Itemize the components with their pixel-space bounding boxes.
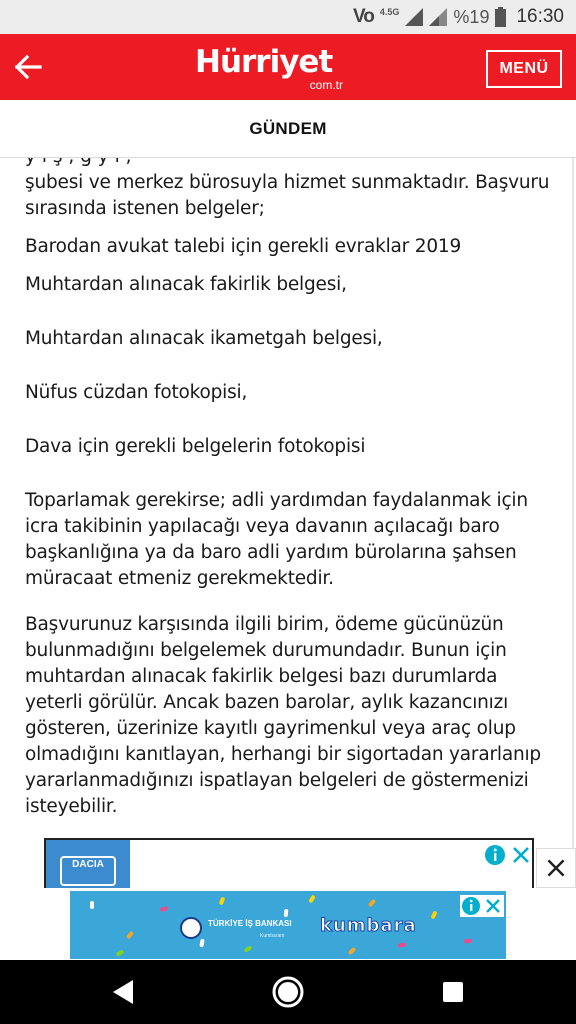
volte-indicator: Vo	[353, 6, 374, 27]
android-nav-bar	[0, 960, 576, 1024]
close-ad-icon[interactable]	[536, 848, 576, 888]
dacia-logo: DACIA	[60, 856, 116, 886]
article-paragraph	[25, 272, 560, 298]
paragraph-line: şubesi ve merkez bürosuyla hizmet sunmaktadır. Başvuru	[25, 172, 550, 193]
article-paragraph	[25, 234, 560, 260]
confetti-shape	[464, 939, 472, 944]
confetti-shape	[160, 906, 169, 912]
article-paragraph	[25, 488, 560, 592]
bank-name: TÜRKİYE İŞ BANKASI	[208, 919, 292, 928]
article-paragraph	[25, 170, 560, 222]
hurriyet-logo[interactable]	[195, 44, 355, 94]
confetti-shape	[126, 931, 134, 940]
paragraph-line: Başvurunuz karşısında ilgili birim, ödeme gücünüzün	[25, 614, 504, 635]
bank-subtitle: Kumbaram	[260, 933, 285, 939]
battery-percentage: %19	[453, 6, 490, 27]
paragraph-line: Muhtardan alınacak ikametgah belgesi,	[25, 328, 383, 349]
confetti-shape	[308, 895, 316, 904]
paragraph-line: Dava için gerekli belgelerin fotokopisi	[25, 436, 366, 457]
close-icon[interactable]	[482, 895, 504, 917]
logo-text: Hürriyet	[195, 44, 333, 80]
article-paragraph	[25, 326, 560, 352]
confetti-shape	[430, 911, 437, 920]
section-bar	[0, 100, 576, 158]
square-recents-icon[interactable]	[433, 972, 473, 1012]
close-icon[interactable]	[510, 844, 532, 866]
confetti-shape	[398, 942, 407, 947]
article-paragraph	[25, 434, 560, 460]
paragraph-line: muhtardan alınacak fakirlik belgesi bazı durumlarda	[25, 666, 498, 687]
battery-icon	[495, 7, 506, 27]
bottom-banner-ad	[0, 888, 576, 960]
paragraph-line: müracaat etmeniz gerekmektedir.	[25, 568, 334, 589]
info-icon[interactable]	[460, 895, 482, 917]
confetti-shape	[348, 947, 357, 955]
confetti-shape	[90, 901, 94, 909]
logo-domain: com.tr	[309, 78, 343, 92]
paragraph-line: gösteren, üzerinize kayıtlı gayrimenkul veya araç olup	[25, 718, 516, 739]
bank-logo-icon	[180, 917, 202, 939]
clock: 16:30	[516, 6, 564, 27]
confetti-shape	[219, 897, 226, 906]
confetti-shape	[244, 945, 253, 953]
scrollbar[interactable]	[570, 158, 576, 888]
signal-icon	[405, 8, 423, 26]
paragraph-line: Muhtardan alınacak fakirlik belgesi,	[25, 274, 347, 295]
paragraph-line: Toparlamak gerekirse; adli yardımdan faydalanmak için	[25, 490, 528, 511]
paragraph-line: sırasında istenen belgeler;	[25, 198, 265, 219]
article-body[interactable]	[0, 158, 576, 888]
circle-home-icon[interactable]	[268, 972, 308, 1012]
paragraph-line: Nüfus cüzdan fotokopisi,	[25, 382, 248, 403]
app-header	[0, 34, 576, 100]
article-paragraph	[25, 612, 560, 820]
paragraph-line: olmadığını kanıtlayan, herhangi bir sigortadan yararlanıp	[25, 744, 541, 765]
paragraph-line: bulunmadığını belgelemek durumundadır. Bunun için	[25, 640, 507, 661]
info-icon[interactable]	[484, 844, 506, 866]
signal-icon	[429, 8, 447, 26]
section-title[interactable]: GÜNDEM	[249, 118, 327, 138]
menu-button[interactable]: MENÜ	[486, 50, 562, 88]
paragraph-line: yararlanmadığınızı ispatlayan belgeleri de göstermenizi	[25, 770, 529, 791]
article-paragraph	[25, 380, 560, 406]
paragraph-line: yeterli görülür. Ancak bazen barolar, aylık kazancınızı	[25, 692, 509, 713]
banner-ad[interactable]	[70, 891, 506, 959]
confetti-shape	[368, 899, 376, 908]
paragraph-line: Barodan avukat talebi için gerekli evraklar 2019	[25, 236, 462, 257]
confetti-shape	[116, 949, 125, 956]
paragraph-line: isteyebilir.	[25, 796, 118, 817]
paragraph-line: başkanlığına ya da baro adli yardım bürolarına şahsen	[25, 542, 517, 563]
network-type: 4.5G	[379, 6, 400, 17]
arrow-left-icon[interactable]	[10, 49, 46, 85]
status-icons	[353, 5, 564, 29]
kumbara-logo: kumbara	[320, 915, 417, 936]
paragraph-line: icra takibinin yapılacağı veya davanın açılacağı baro	[25, 516, 500, 537]
triangle-back-icon[interactable]	[103, 972, 143, 1012]
confetti-shape	[199, 939, 204, 948]
confetti-shape	[284, 909, 289, 917]
status-bar	[0, 0, 576, 34]
